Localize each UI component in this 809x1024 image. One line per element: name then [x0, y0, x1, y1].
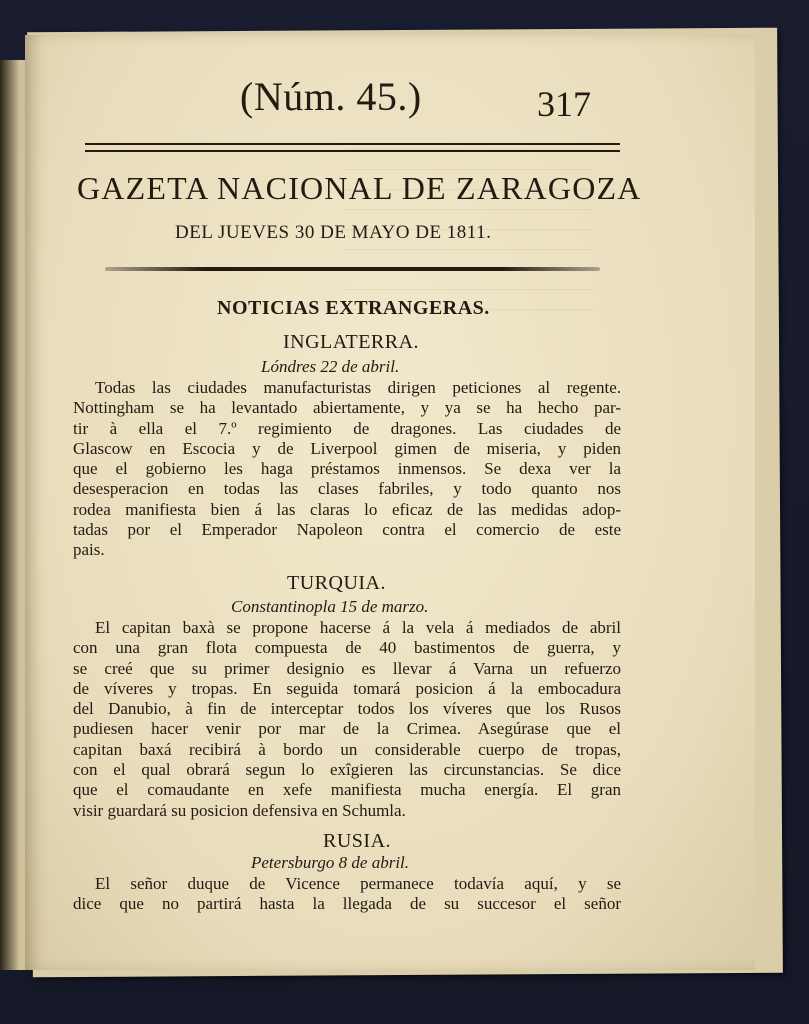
- text-line: se creé que su primer designio es llevar á Varna un refuerzo: [73, 658, 621, 678]
- newspaper-page: [25, 35, 755, 970]
- text-line: desesperacion en todas las clases fabriles, y todo quanto nos: [73, 479, 621, 499]
- article-dateline: Constantinopla 15 de marzo.: [231, 597, 429, 616]
- issue-date: DEL JUEVES 30 DE MAYO DE 1811.: [175, 222, 492, 243]
- section-title: NOTICIAS EXTRANGERAS.: [217, 297, 490, 319]
- text-line: Nottingham se ha levantado abiertamente, y ya se ha hecho par-: [73, 398, 621, 418]
- article-country-heading: TURQUIA.: [287, 572, 386, 594]
- text-line: Todas las ciudades manufacturistas dirigen peticiones al regente.: [95, 378, 621, 397]
- text-line: Glascow en Escocia y de Liverpool gimen de miseria, y piden: [73, 438, 621, 458]
- text-line: del Danubio, à fin de interceptar todos los víveres que los Rusos: [73, 699, 621, 719]
- article-country-heading: RUSIA.: [323, 830, 392, 852]
- text-line: con el qual obrará segun lo exîgieren las circunstancias. Se dice: [73, 760, 621, 780]
- article-body: [73, 378, 621, 561]
- double-rule: [85, 143, 620, 152]
- issue-number: (Núm. 45.): [240, 74, 422, 119]
- text-line: rodea manifiesta bien á las claras lo eficaz de las medidas adop-: [73, 499, 621, 519]
- article-body: [73, 618, 621, 821]
- text-line: El señor duque de Vicence permanece todavía aquí, y se: [95, 874, 621, 893]
- text-line: tadas por el Emperador Napoleon contra el comercio de este: [73, 520, 621, 540]
- text-line: El capitan baxà se propone hacerse á la vela á mediados de abril: [95, 618, 621, 637]
- text-line: que el gobierno les haga préstamos inmensos. Se dexa ver la: [73, 459, 621, 479]
- article-country-heading: INGLATERRA.: [283, 331, 420, 353]
- text-line: tir à ella el 7.º regimiento de dragones. Las ciudades de: [73, 418, 621, 438]
- text-line: que el comaudante en xefe manifiesta mucha energía. El gran: [73, 780, 621, 800]
- newspaper-title: GAZETA NACIONAL DE ZARAGOZA: [77, 170, 642, 206]
- text-line: visir guardará su posicion defensiva en Schumla.: [73, 800, 406, 820]
- article-dateline: Lóndres 22 de abril.: [261, 357, 400, 376]
- show-through-texture: [345, 130, 595, 310]
- text-line: dice que no partirá hasta la llegada de su succesor el señor: [73, 894, 621, 914]
- article-dateline: Petersburgo 8 de abril.: [251, 853, 410, 872]
- page-number: 317: [537, 84, 591, 124]
- text-line: con una gran flota compuesta de 40 bastimentos de guerra, y: [73, 638, 621, 658]
- text-line: de víveres y tropas. En seguida tomará posicion á la embocadura: [73, 678, 621, 698]
- text-line: pais.: [73, 540, 105, 560]
- text-line: capitan baxá recibirá à bordo un considerable cuerpo de tropas,: [73, 739, 621, 759]
- text-line: pudiesen hacer venir por mar de la Crimea. Asegúrase que el: [73, 719, 621, 739]
- ornamental-rule: [105, 267, 600, 271]
- article-body: [73, 874, 621, 915]
